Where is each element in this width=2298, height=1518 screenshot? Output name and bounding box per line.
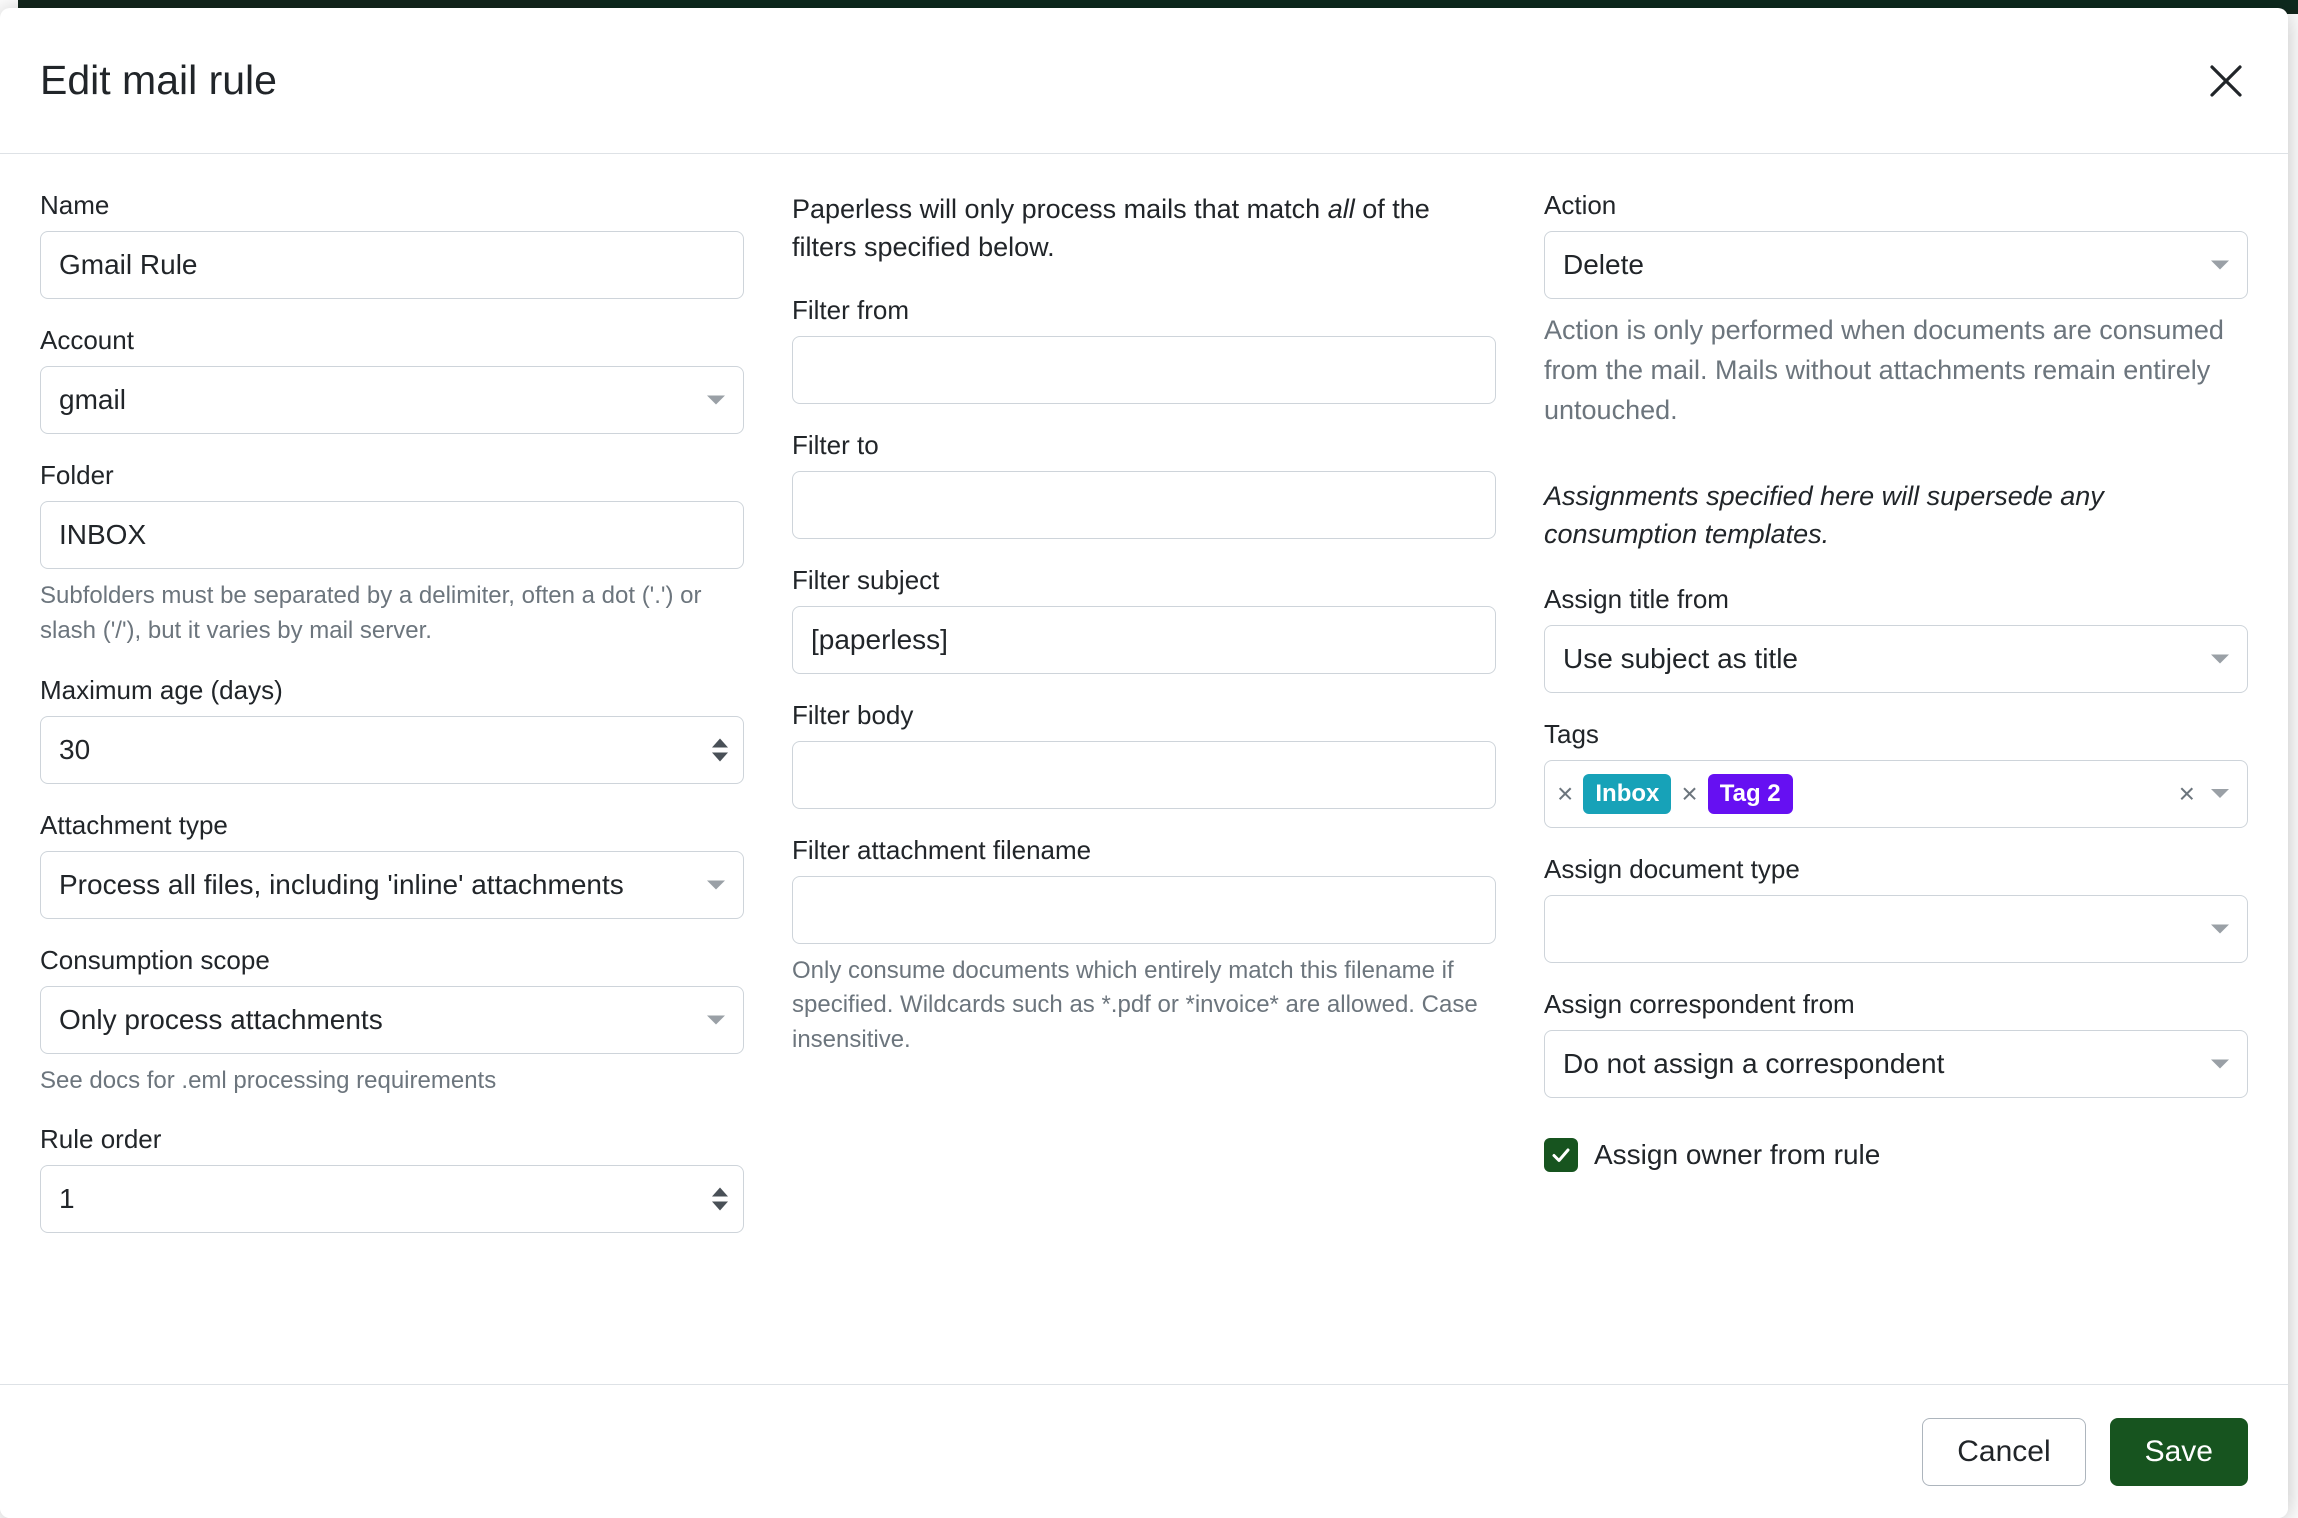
rule-order-input[interactable]: 1 [40,1165,744,1233]
stepper-down-icon[interactable] [712,752,728,761]
field-assign-title [1544,584,2248,693]
consumption-scope-hint: See docs for .eml processing requirements [40,1066,497,1094]
folder-hint: Subfolders must be separated by a delimiter, often a dot ('.') or slash ('/'), but it varies by mail server. [40,582,702,644]
field-folder [40,460,744,649]
assign-title-value: Use subject as title [1563,642,1798,674]
field-attachment-type [40,810,744,919]
maximum-age-input[interactable]: 30 [40,716,744,784]
name-input[interactable]: Gmail Rule [40,231,744,299]
maximum-age-label: Maximum age (days) [40,674,283,705]
field-filter-attachment-filename [792,835,1496,1058]
field-filter-body [792,700,1496,809]
chevron-down-icon [2211,1059,2229,1068]
filter-to-label: Filter to [792,429,879,460]
cancel-button[interactable]: Cancel [1922,1418,2085,1486]
chevron-down-icon [707,880,725,889]
filter-from-input[interactable] [792,336,1496,404]
account-label: Account [40,325,134,355]
attachment-type-label: Attachment type [40,809,228,840]
chevron-down-icon [2211,654,2229,663]
close-icon[interactable] [2198,53,2254,109]
remove-tag-icon[interactable]: × [1557,777,1574,809]
filter-attachment-filename-label: Filter attachment filename [792,834,1092,865]
assign-correspondent-label: Assign correspondent from [1544,988,1855,1019]
field-assign-correspondent [1544,989,2248,1098]
field-assign-document-type [1544,854,2248,963]
filter-subject-label: Filter subject [792,564,940,595]
stepper-up-icon[interactable] [712,1188,728,1197]
remove-tag-icon[interactable]: × [1681,777,1698,809]
tags-label: Tags [1544,718,1599,749]
save-button[interactable]: Save [2110,1418,2248,1486]
assign-owner-label: Assign owner from rule [1594,1138,1881,1170]
rule-order-stepper[interactable] [712,1188,728,1211]
tags-input[interactable] [1544,760,2248,828]
stepper-up-icon[interactable] [712,738,728,747]
chevron-down-icon[interactable] [2211,789,2229,798]
field-consumption-scope [40,945,744,1099]
edit-mail-rule-dialog [0,8,2288,1518]
field-rule-order [40,1124,744,1233]
field-filter-from [792,295,1496,404]
field-account [40,325,744,434]
column-filters [792,190,1496,1384]
account-select-value: gmail [59,384,126,415]
consumption-scope-value: Only process attachments [59,1003,383,1035]
dialog-title: Edit mail rule [40,57,277,103]
field-name [40,190,744,299]
column-actions [1544,190,2248,1384]
filter-body-input[interactable] [792,741,1496,809]
filters-intro-before: Paperless will only process mails that match [792,194,1328,224]
action-select[interactable] [1544,231,2248,299]
consumption-scope-label: Consumption scope [40,944,270,975]
column-general [40,190,744,1384]
attachment-type-value: Process all files, including 'inline' attachments [59,868,624,900]
clear-tags-icon[interactable]: × [2178,777,2195,809]
action-help-text: Action is only performed when documents are consumed from the mail. Mails without attachments remain entirely untouched. [1544,315,2224,425]
field-filter-subject [792,565,1496,674]
name-label: Name [40,190,110,220]
filter-attachment-filename-hint: Only consume documents which entirely match this filename if specified. Wildcards such as *.pdf or *invoice* are allowed. Case insensitive. [792,956,1478,1054]
assign-correspondent-value: Do not assign a correspondent [1563,1047,1945,1079]
assign-document-type-label: Assign document type [1544,853,1800,884]
chevron-down-icon [2211,261,2229,270]
filters-intro-emphasis: all [1327,194,1355,224]
folder-label: Folder [40,460,114,490]
field-maximum-age [40,675,744,784]
action-select-value: Delete [1563,249,1644,280]
maximum-age-stepper[interactable] [712,738,728,761]
assign-owner-checkbox[interactable] [1544,1138,1578,1172]
stepper-down-icon[interactable] [712,1202,728,1211]
action-label: Action [1544,190,1617,220]
tag-chip[interactable]: Tag 2 [1708,774,1793,814]
filter-attachment-filename-input[interactable] [792,876,1496,944]
dialog-header [0,8,2288,154]
filter-from-label: Filter from [792,294,909,325]
account-select[interactable] [40,366,744,434]
chevron-down-icon [2211,924,2229,933]
assignments-note: Assignments specified here will supersede any consumption templates. [1544,480,2104,550]
tag-chip[interactable]: Inbox [1583,774,1671,814]
chevron-down-icon [707,396,725,405]
filter-to-input[interactable] [792,471,1496,539]
assign-title-select[interactable] [1544,625,2248,693]
rule-order-label: Rule order [40,1124,162,1155]
field-tags [1544,719,2248,828]
attachment-type-select[interactable] [40,851,744,919]
dialog-body [0,154,2288,1384]
chevron-down-icon [707,1015,725,1024]
filters-intro-after: of the filters specified below. [792,194,1430,263]
field-assign-owner [1544,1138,2248,1172]
filter-body-label: Filter body [792,699,914,730]
dialog-footer [0,1384,2288,1518]
assign-correspondent-select[interactable] [1544,1030,2248,1098]
filter-subject-input[interactable]: [paperless] [792,606,1496,674]
filters-intro [792,190,1496,267]
folder-input[interactable]: INBOX [40,501,744,569]
field-filter-to [792,430,1496,539]
assign-title-label: Assign title from [1544,583,1729,614]
consumption-scope-select[interactable] [40,986,744,1054]
assign-document-type-select[interactable] [1544,895,2248,963]
field-action [1544,190,2248,431]
